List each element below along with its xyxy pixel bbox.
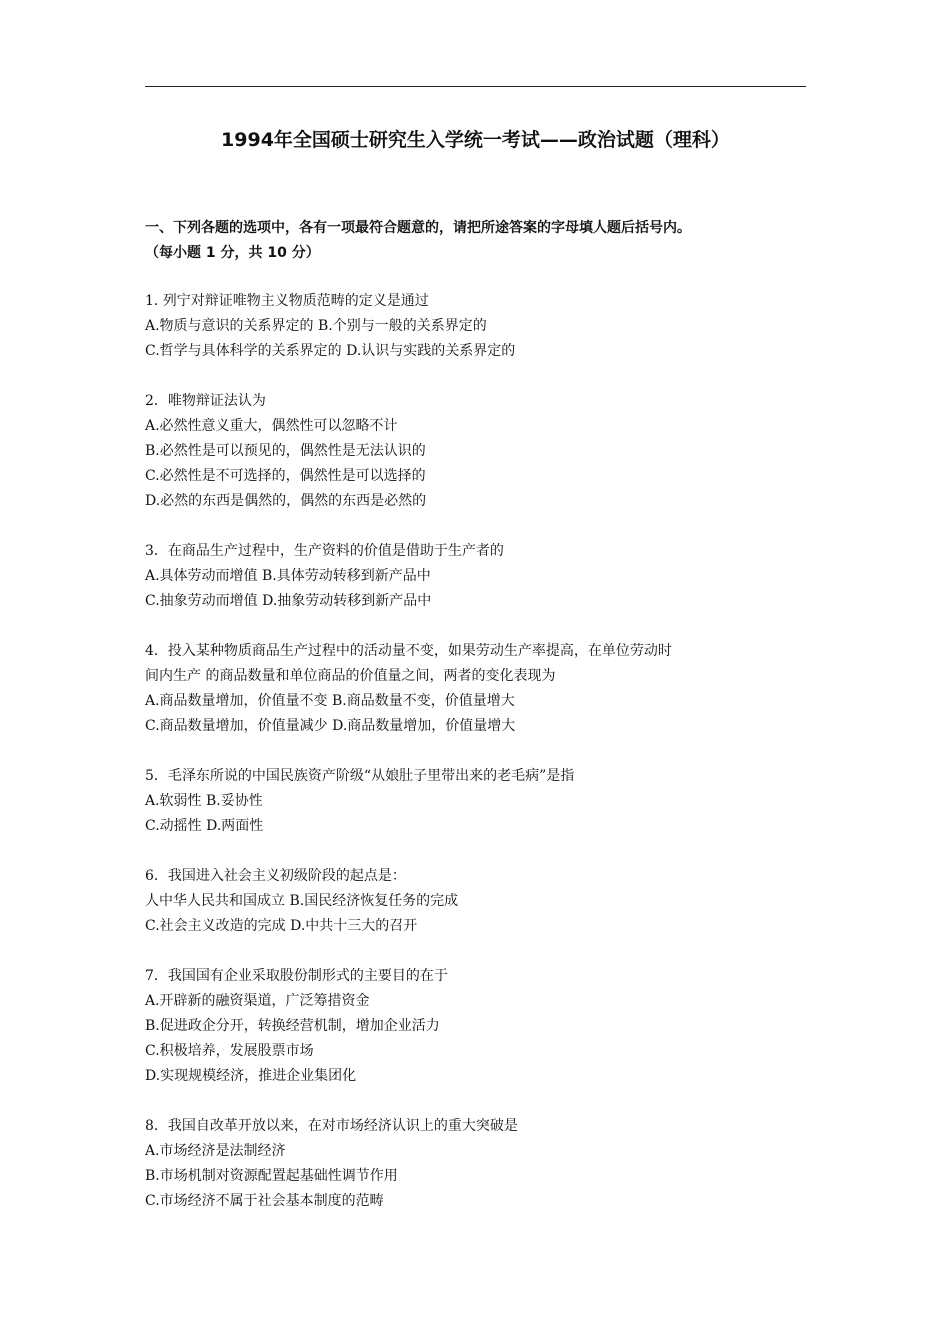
question-item [145,764,825,839]
question-stem: 1. 列宁对辩证唯物主义物质范畴的定义是通过 [145,293,429,309]
question-stem: 8．我国自改革开放以来，在对市场经济认识上的重大突破是 [145,1118,518,1134]
question-item [145,539,825,614]
question-options: B.促进政企分开，转换经营机制，增加企业活力 [145,1018,440,1034]
question-stem: 3．在商品生产过程中，生产资料的价值是借助于生产者的 [145,543,504,559]
question-options: D.实现规模经济，推进企业集团化 [145,1068,357,1084]
question-options: D.必然的东西是偶然的，偶然的东西是必然的 [145,493,427,509]
question-options: C.动摇性 D.两面性 [145,818,264,834]
question-item [145,289,825,364]
question-stem: 5．毛泽东所说的中国民族资产阶级“从娘肚子里带出来的老毛病”是指 [145,768,575,784]
question-options: A.商品数量增加，价值量不变 B.商品数量不变，价值量增大 [145,693,515,709]
question-options: C.社会主义改造的完成 D.中共十三大的召开 [145,918,418,934]
question-options: C.市场经济不属于社会基本制度的范畴 [145,1193,384,1209]
question-options: C.积极培养，发展股票市场 [145,1043,314,1059]
question-options: 人中华人民共和国成立 B.国民经济恢复任务的完成 [145,893,459,909]
question-options: C.必然性是不可选择的，偶然性是可以选择的 [145,468,426,484]
question-stem: 4．投入某种物质商品生产过程中的活动量不变，如果劳动生产率提高，在单位劳动时 [145,643,672,659]
question-stem: 2．唯物辩证法认为 [145,393,266,409]
question-options: A.市场经济是法制经济 [145,1143,286,1159]
question-options: C.抽象劳动而增值 D.抽象劳动转移到新产品中 [145,593,432,609]
question-options: C.哲学与具体科学的关系界定的 D.认识与实践的关系界定的 [145,343,516,359]
question-stem: 7．我国国有企业采取股份制形式的主要目的在于 [145,968,448,984]
question-stem: 6．我国进入社会主义初级阶段的起点是： [145,868,406,884]
question-options: A.软弱性 B.妥协性 [145,793,263,809]
document-title: 1994年全国硕士研究生入学统一考试——政治试题（理科） [221,129,730,151]
question-item [145,639,825,739]
section-scoring: （每小题 1 分，共 10 分） [145,245,320,261]
question-item [145,389,825,514]
question-options: B.市场机制对资源配置起基础性调节作用 [145,1168,398,1184]
question-list [145,289,825,1239]
section-heading [145,216,825,266]
question-options: 间内生产 的商品数量和单位商品的价值量之间，两者的变化表现为 [145,668,556,684]
question-options: B.必然性是可以预见的，偶然性是无法认识的 [145,443,426,459]
question-options: A.具体劳动而增值 B.具体劳动转移到新产品中 [145,568,431,584]
question-options: A.物质与意识的关系界定的 B.个别与一般的关系界定的 [145,318,487,334]
question-options: C.商品数量增加，价值量减少 D.商品数量增加，价值量增大 [145,718,516,734]
question-item [145,1114,825,1214]
question-options: A.必然性意义重大，偶然性可以忽略不计 [145,418,398,434]
question-item [145,964,825,1089]
question-options: A.开辟新的融资渠道，广泛筹措资金 [145,993,370,1009]
question-item [145,864,825,939]
header-rule [145,86,806,87]
section-instructions: 一、下列各题的选项中，各有一项最符合题意的，请把所途答案的字母填人题后括号内。 [145,220,691,236]
